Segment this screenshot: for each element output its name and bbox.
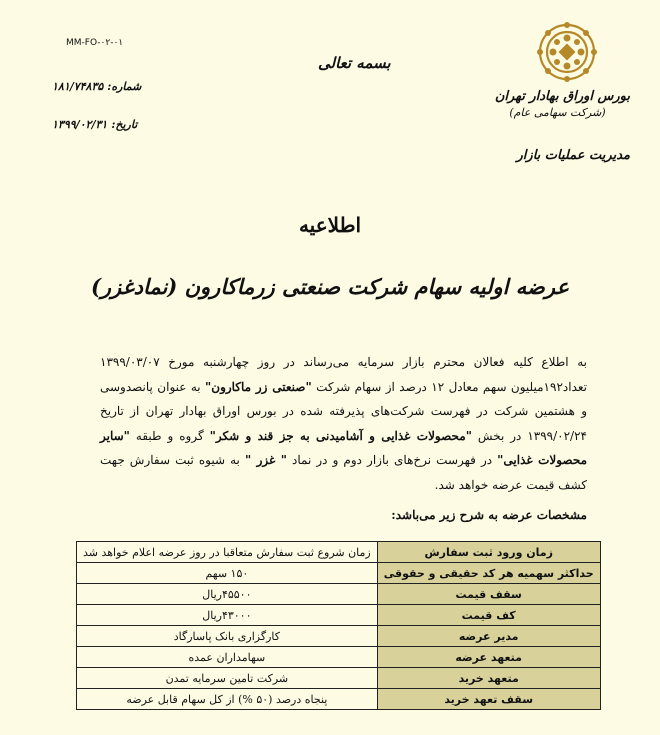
bismillah: بسمه تعالی [318,54,391,72]
notice-headline: عرضه اولیه سهام شرکت صنعتی زرماکارون (نمادغزر) [90,274,569,299]
spec-label: حداکثر سهمیه هر کد حقیقی و حقوقی [377,563,600,584]
letter-date-label: تاریخ: [111,118,138,131]
form-code: MM-FO-۰۲-۰۱ [66,38,124,48]
spec-value: کارگزاری بانک پاسارگاد [77,626,378,647]
body-text-2: به عنوان پانصدوسی و هشتمین شرکت در فهرست شرکت‌های پذیرفته شده در بورس اوراق بهادار تهران از تاریخ ۱۳۹۹/۰۲/۲۴ در بخش [100,379,587,443]
body-text-4: در فهرست نرخ‌های بازار دوم و در نماد [286,453,498,467]
spec-value: ۴۵۵۰۰ریال [77,584,378,605]
body-text-3: گروه و طبقه [129,428,210,443]
table-row [77,689,601,710]
spec-value: زمان شروع ثبت سفارش متعاقبا در روز عرضه اعلام خواهد شد [77,542,378,563]
letter-number-label: شماره: [107,80,142,93]
specs-table [76,541,601,710]
sector-name: "محصولات غذایی و آشامیدنی به جز قند و شکر" [209,428,472,443]
spec-label: سقف تعهد خرید [377,689,600,710]
table-row [77,647,601,668]
body-paragraph [100,350,587,497]
symbol-name: " غزر " [244,453,287,467]
group-name: "سایر محصولات غذایی" [100,428,587,467]
spec-value: ۴۳۰۰۰ریال [77,605,378,626]
letter-date [52,118,137,131]
spec-value: پنجاه درصد (۵۰ %) از کل سهام قابل عرضه [77,689,378,710]
exchange-logo-icon [535,16,599,88]
letter-number [52,80,141,93]
spec-label: کف قیمت [377,605,600,626]
table-row [77,626,601,647]
table-row [77,584,601,605]
spec-value: سهامداران عمده [77,647,378,668]
organization-type: (شرکت سهامی عام) [509,106,606,119]
department-name: مدیریت عملیات بازار [516,148,630,163]
spec-value: ۱۵۰ سهم [77,563,378,584]
body-text-1: به اطلاع کلیه فعالان محترم بازار سرمایه می‌رساند در روز چهارشنبه مورخ ۱۳۹۹/۰۳/۰۷ تعداد۱۹۲میلیون سهم معادل ۱۲ درصد از سهام شرکت [100,355,587,394]
body-text-5: به شیوه ثبت سفارش جهت کشف قیمت عرضه خواهد شد. [100,453,587,492]
table-row [77,542,601,563]
spec-label: مدیر عرضه [377,626,600,647]
table-row [77,605,601,626]
letter-number-value: ۱۸۱/۷۴۸۳۵ [52,80,104,93]
spec-label: زمان ورود ثبت سفارش [377,542,600,563]
table-row [77,668,601,689]
spec-label: متعهد خرید [377,668,600,689]
spec-label: سقف قیمت [377,584,600,605]
company-name: "صنعتی زر ماکارون" [205,379,312,394]
organization-name: بورس اوراق بهادار تهران [494,89,630,104]
notice-title: اطلاعیه [298,213,362,237]
spec-label: متعهد عرضه [377,647,600,668]
spec-value: شرکت تامین سرمایه تمدن [77,668,378,689]
specs-intro: مشخصات عرضه به شرح زیر می‌باشد: [391,508,587,522]
letter-date-value: ۱۳۹۹/۰۲/۳۱ [52,118,108,131]
table-row [77,563,601,584]
